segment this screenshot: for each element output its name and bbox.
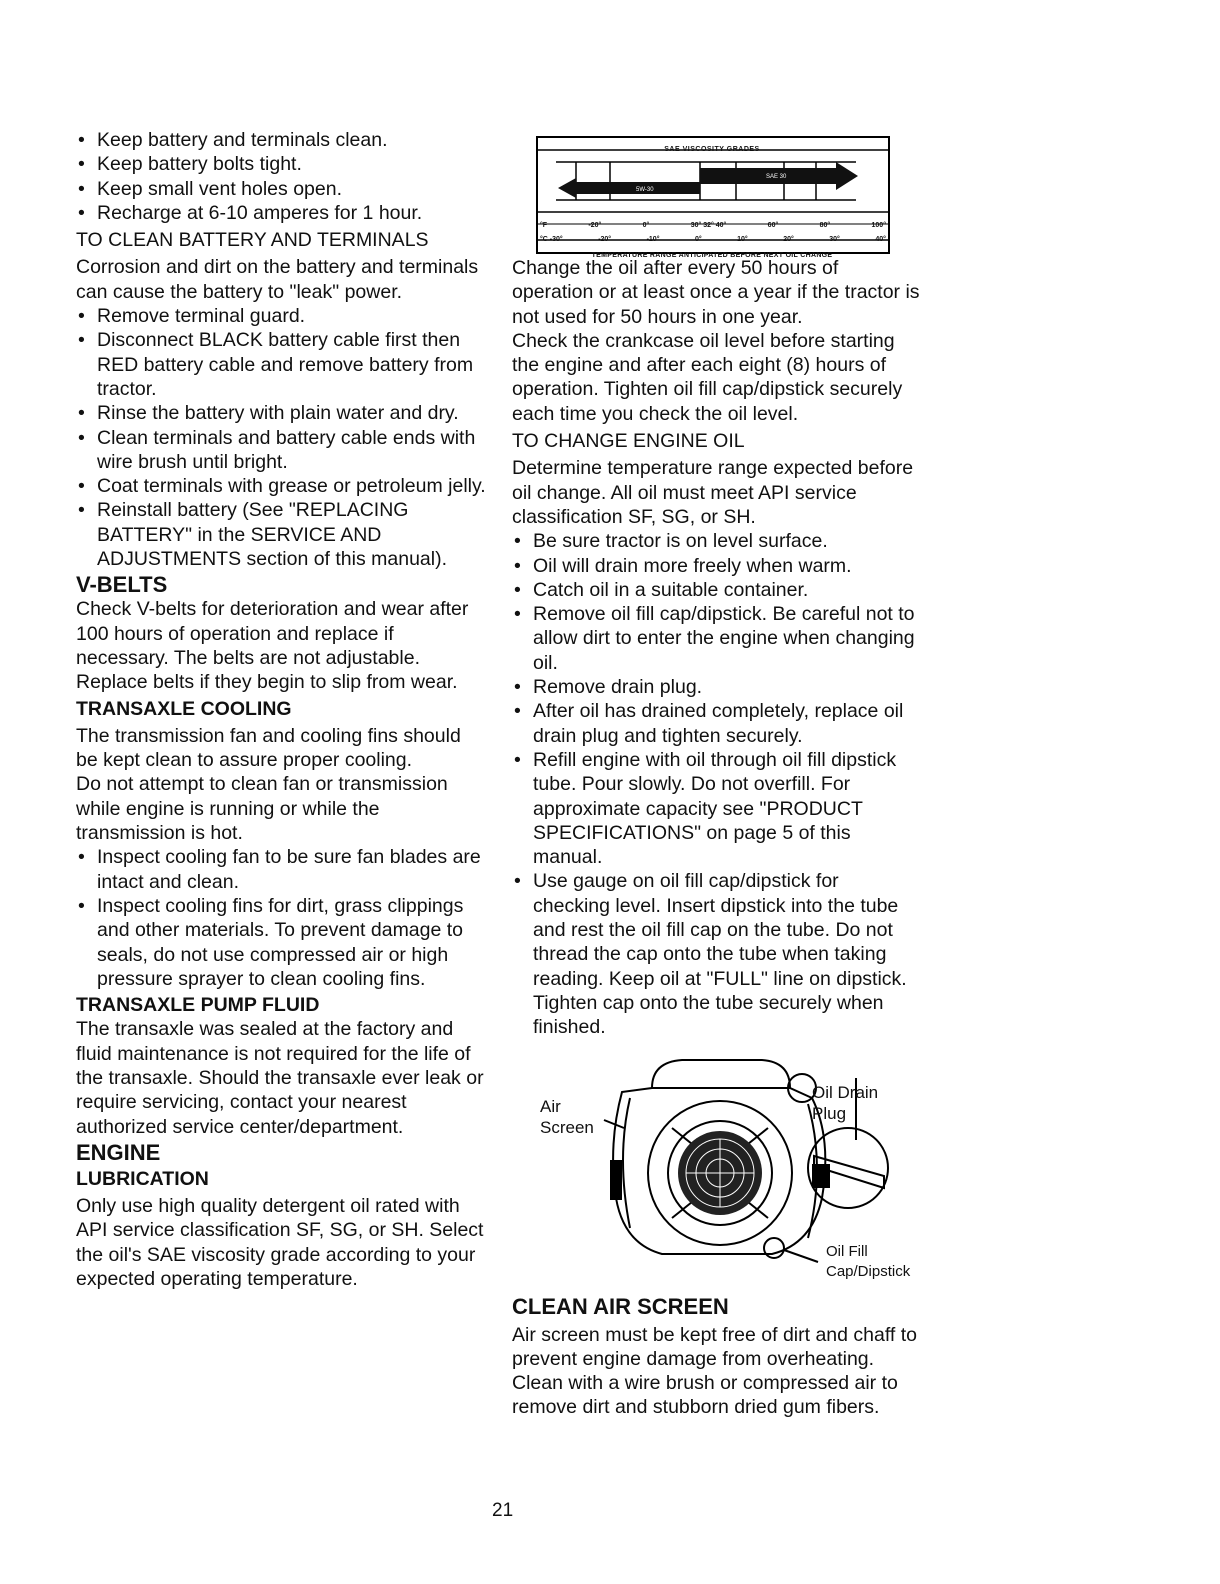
list-item: • Remove drain plug. <box>512 675 920 699</box>
lubrication-text: Only use high quality detergent oil rated with API service classification SF, SG, or SH. Select the oil's SAE viscosity grade according to your expected operating temperature. <box>76 1195 484 1291</box>
sae-viscosity-chart <box>536 136 908 259</box>
engine-heading: ENGINE <box>76 1139 161 1165</box>
svg-text:5W-30: 5W-30 <box>636 187 654 193</box>
tick-label: 60° <box>767 222 779 229</box>
transaxle-cooling-text-2: Do not attempt to clean fan or transmission while engine is running or while the transmission is hot. <box>76 773 448 845</box>
clean-air-screen-heading: CLEAN AIR SCREEN <box>512 1293 729 1319</box>
lubrication-heading: LUBRICATION <box>76 1167 209 1190</box>
transaxle-cooling-heading: TRANSAXLE COOLING <box>76 697 292 720</box>
clean-battery-heading: TO CLEAN BATTERY AND TERMINALS <box>76 229 429 252</box>
oil-drain-plug-label: Oil Drain Plug <box>812 1082 879 1123</box>
list-item: • Catch oil in a suitable container. <box>512 578 920 602</box>
tick-label: -10° <box>646 236 660 243</box>
list-item: • Inspect cooling fan to be sure fan blades are intact and clean. <box>76 845 486 894</box>
transaxle-pump-fluid-text: The transaxle was sealed at the factory and fluid maintenance is not required for the life of the transaxle. Should the transaxle ever leak or require servicing, contact your nearest authorized service center/department. <box>76 1018 484 1138</box>
clean-air-screen-text: Air screen must be kept free of dirt and chaff to prevent engine damage from overheating. Clean with a wire brush or compressed air to remove dirt and stubborn dried gum fibers. <box>512 1323 918 1419</box>
clean-battery-steps <box>76 304 486 571</box>
page-number: 21 <box>492 1500 514 1521</box>
tick-label: 100° <box>871 222 886 229</box>
viscosity-chart-title: SAE VISCOSITY GRADES <box>664 146 760 153</box>
list-item: • Reinstall battery (See "REPLACING BATTERY" in the SERVICE AND ADJUSTMENTS section of this manual). <box>76 498 486 571</box>
viscosity-chart-footer: TEMPERATURE RANGE ANTICIPATED BEFORE NEXT OIL CHANGE <box>591 252 833 259</box>
oil-level-check-text: Check the crankcase oil level before starting the engine and after each eight (8) hours of operation. Tighten oil fill cap/dipstick securely each time you check the oil level. <box>512 329 903 425</box>
engine-illustration <box>512 1048 922 1288</box>
change-engine-oil-intro: Determine temperature range expected before oil change. All oil must meet API service classification SF, SG, or SH. <box>512 457 914 528</box>
cooling-steps <box>76 845 486 991</box>
tick-label: -20° <box>598 236 612 243</box>
clean-battery-intro: Corrosion and dirt on the battery and terminals can cause the battery to "leak" power. <box>76 256 479 303</box>
list-item: • Use gauge on oil fill cap/dipstick for checking level. Insert dipstick into the tube and rest the oil fill cap on the tube. Do not thread the cap onto the tube when taking reading. Keep oil at "FULL" line on dipstick. Tighten cap onto the tube securely when finished. <box>512 869 920 1039</box>
tick-label: 40° <box>875 236 886 243</box>
tick-label: 0° <box>694 236 702 243</box>
list-item: • Recharge at 6-10 amperes for 1 hour. <box>76 201 486 225</box>
tick-label: 20° <box>783 236 794 243</box>
list-item: • Disconnect BLACK battery cable first then RED battery cable and remove battery from tractor. <box>76 328 486 401</box>
oil-change-interval-text: Change the oil after every 50 hours of operation or at least once a year if the tractor is not used for 50 hours in one year. <box>512 257 920 328</box>
oil-fill-label: Oil Fill Cap/Dipstick <box>826 1242 911 1280</box>
list-item: • Keep battery bolts tight. <box>76 152 486 176</box>
list-item: • Coat terminals with grease or petroleum jelly. <box>76 474 486 498</box>
list-item: • Remove oil fill cap/dipstick. Be careful not to allow dirt to enter the engine when changing oil. <box>512 602 920 675</box>
right-column <box>512 136 920 1420</box>
list-item: • Keep small vent holes open. <box>76 177 486 201</box>
tick-label: °C -30° <box>540 236 563 243</box>
tick-label: °F <box>540 222 548 229</box>
battery-tips-list <box>76 128 486 225</box>
air-screen-label: Air Screen <box>540 1096 594 1137</box>
list-item: • Oil will drain more freely when warm. <box>512 554 920 578</box>
tick-label: 30° <box>829 236 840 243</box>
change-engine-oil-heading: TO CHANGE ENGINE OIL <box>512 430 745 453</box>
list-item: • After oil has drained completely, replace oil drain plug and tighten securely. <box>512 699 920 748</box>
list-item: • Clean terminals and battery cable ends with wire brush until bright. <box>76 426 486 475</box>
tick-label: -20° <box>588 222 602 229</box>
tick-label: 80° <box>819 222 831 229</box>
list-item: • Refill engine with oil through oil fill dipstick tube. Pour slowly. Do not overfill. For approximate capacity see "PRODUCT SPECIFICATIONS" on page 5 of this manual. <box>512 748 920 869</box>
list-item: • Remove terminal guard. <box>76 304 486 328</box>
vbelts-text: Check V-belts for deterioration and wear after 100 hours of operation and replace if necessary. The belts are not adjustable. Replace belts if they begin to slip from wear. <box>76 598 469 694</box>
transaxle-pump-fluid-heading: TRANSAXLE PUMP FLUID <box>76 994 320 1017</box>
list-item: • Inspect cooling fins for dirt, grass clippings and other materials. To prevent damage to seals, do not use compressed air or high pressure sprayer to clean cooling fins. <box>76 894 486 991</box>
list-item: • Keep battery and terminals clean. <box>76 128 486 152</box>
tick-label: 30° 32° 40° <box>690 222 727 229</box>
list-item: • Rinse the battery with plain water and dry. <box>76 401 486 425</box>
tick-label: 10° <box>737 236 748 243</box>
vbelts-heading: V-BELTS <box>76 572 168 598</box>
tick-label: 0° <box>642 222 650 229</box>
change-oil-steps <box>512 529 920 1039</box>
left-column <box>76 128 486 1291</box>
list-item: • Be sure tractor is on level surface. <box>512 529 920 553</box>
transaxle-cooling-text-1: The transmission fan and cooling fins should be kept clean to assure proper cooling. <box>76 724 461 772</box>
svg-text:SAE 30: SAE 30 <box>766 174 787 180</box>
